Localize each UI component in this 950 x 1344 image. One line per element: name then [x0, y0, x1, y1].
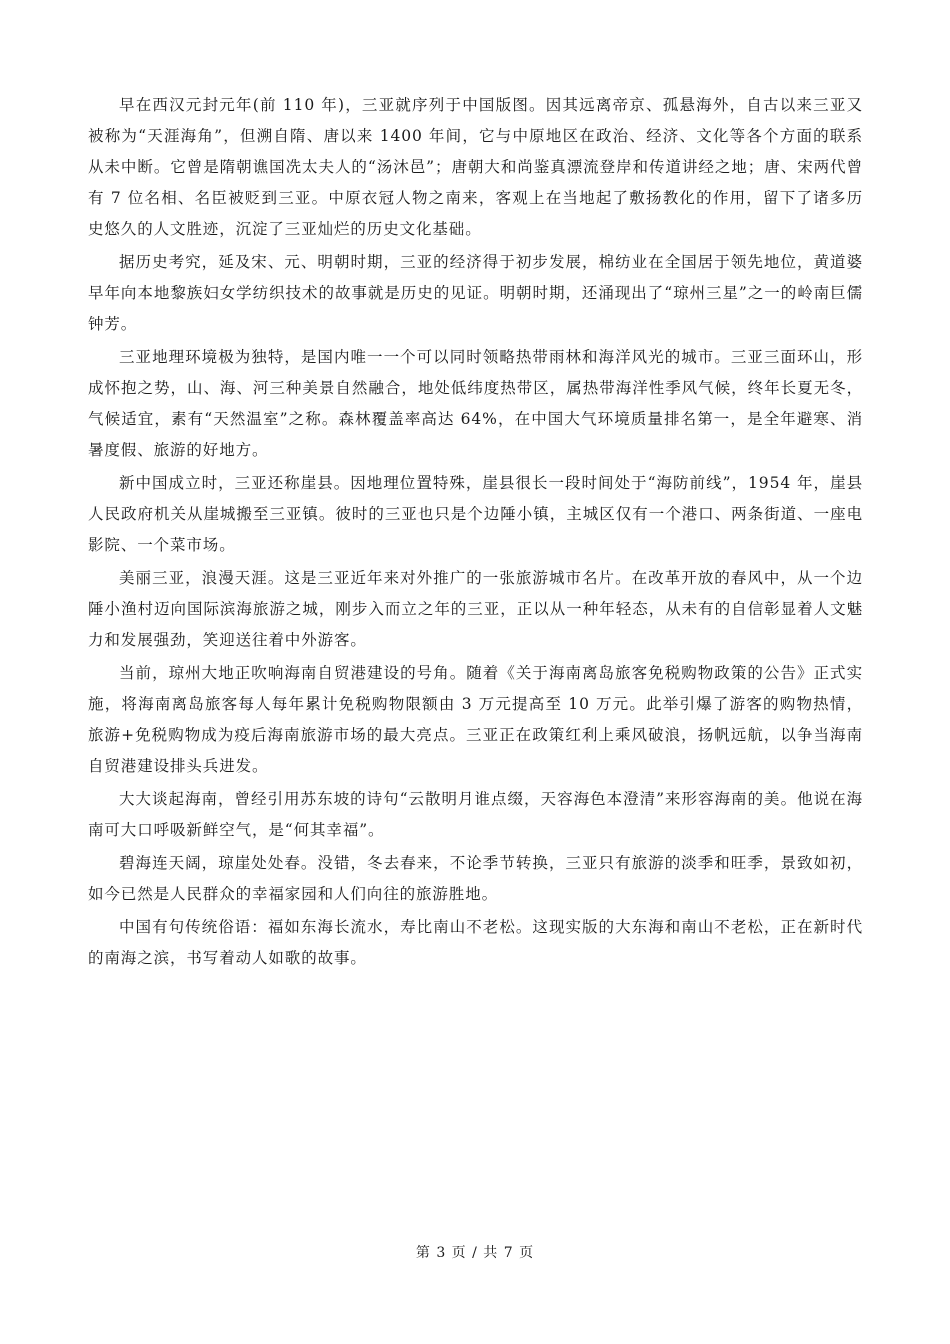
paragraph-7: 大大谈起海南，曾经引用苏东坡的诗句“云散明月谁点缀，天容海色本澄清”来形容海南的美。他说在海南可大口呼吸新鲜空气，是“何其幸福”。	[88, 790, 863, 839]
paragraph-4: 新中国成立时，三亚还称崖县。因地理位置特殊，崖县很长一段时间处于“海防前线”，1954 年，崖县人民政府机关从崖城搬至三亚镇。彼时的三亚也只是个边陲小镇，主城区仅有一个港口、两条街道、一座电影院、一个菜市场。	[88, 474, 863, 554]
paragraph-5: 美丽三亚，浪漫天涯。这是三亚近年来对外推广的一张旅游城市名片。在改革开放的春风中，从一个边陲小渔村迈向国际滨海旅游之城，刚步入而立之年的三亚，正以从一种年轻态，从未有的自信彰显着人文魅力和发展强劲，笑迎送往着中外游客。	[88, 569, 863, 649]
paragraph-1: 早在西汉元封元年(前 110 年)，三亚就序列于中国版图。因其远离帝京、孤悬海外，自古以来三亚又被称为“天涯海角”，但溯自隋、唐以来 1400 年间，它与中原地区在政治、经济、文化等各个方面的联系从未中断。它曾是隋朝谯国冼太夫人的“汤沐邑”；唐朝大和尚鉴真漂流登岸和传道讲经之地；唐、宋两代曾有 7 位名相、名臣被贬到三亚。中原衣冠人物之南来，客观上在当地起了敷扬教化的作用，留下了诸多历史悠久的人文胜迹，沉淀了三亚灿烂的历史文化基础。	[88, 96, 863, 238]
paragraph-3: 三亚地理环境极为独特，是国内唯一一个可以同时领略热带雨林和海洋风光的城市。三亚三面环山，形成怀抱之势，山、海、河三种美景自然融合，地处低纬度热带区，属热带海洋性季风气候，终年长夏无冬，气候适宜，素有“天然温室”之称。森林覆盖率高达 64%，在中国大气环境质量排名第一，是全年避寒、消暑度假、旅游的好地方。	[88, 348, 863, 459]
paragraph-8: 碧海连天阔，琼崖处处春。没错，冬去春来，不论季节转换，三亚只有旅游的淡季和旺季，景致如初，如今已然是人民群众的幸福家园和人们向往的旅游胜地。	[88, 854, 863, 903]
page-number-footer: 第 3 页 / 共 7 页	[415, 1245, 535, 1261]
paragraph-6: 当前，琼州大地正吹响海南自贸港建设的号角。随着《关于海南离岛旅客免税购物政策的公告》正式实施，将海南离岛旅客每人每年累计免税购物限额由 3 万元提高至 10 万元。此举引爆了游客的购物热情，旅游+免税购物成为疫后海南旅游市场的最大亮点。三亚正在政策红利上乘风破浪，扬帆远航，以争当海南自贸港建设排头兵进发。	[88, 664, 863, 775]
paragraph-2: 据历史考究，延及宋、元、明朝时期，三亚的经济得于初步发展，棉纺业在全国居于领先地位，黄道婆早年向本地黎族妇女学纺织技术的故事就是历史的见证。明朝时期，还涌现出了“琼州三星”之一的岭南巨儒钟芳。	[88, 253, 863, 333]
paragraph-9: 中国有句传统俗语：福如东海长流水，寿比南山不老松。这现实版的大东海和南山不老松，正在新时代的南海之滨，书写着动人如歌的故事。	[88, 918, 863, 967]
article-body	[88, 90, 863, 976]
